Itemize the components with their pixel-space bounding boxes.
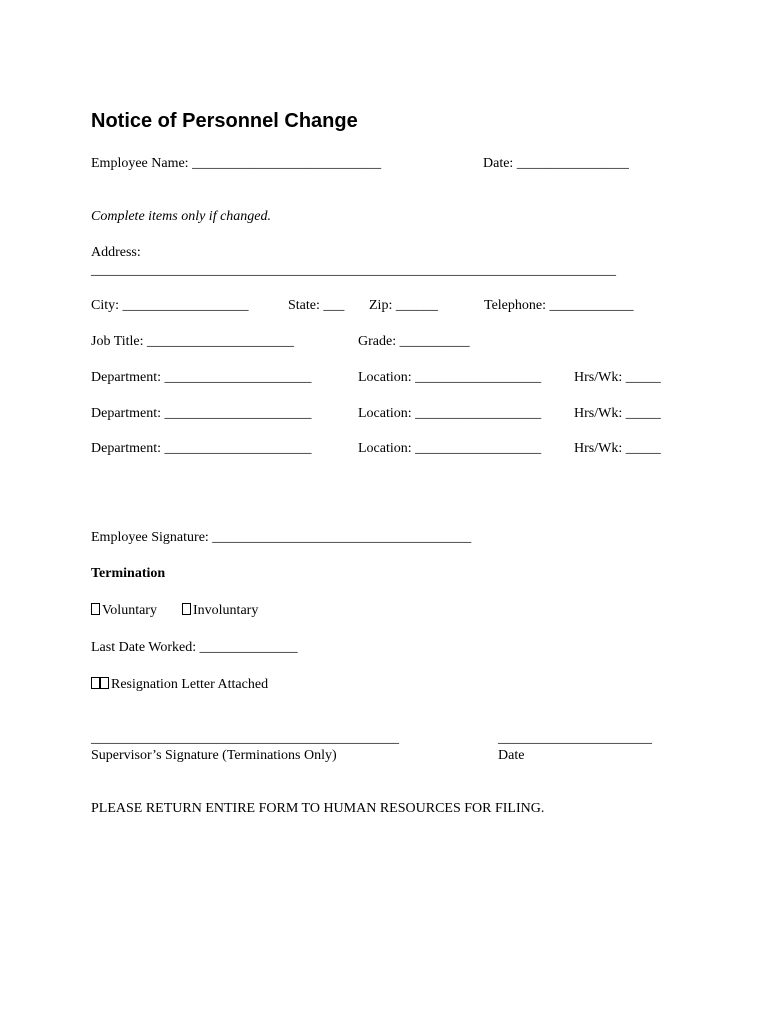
involuntary-checkbox[interactable]: [182, 603, 191, 615]
voluntary-option[interactable]: [91, 602, 157, 620]
date-field[interactable]: Date: ________________: [483, 156, 629, 171]
supervisor-signature-label: Supervisor’s Signature (Terminations Only): [91, 748, 337, 763]
hours-field-3[interactable]: Hrs/Wk: _____: [574, 441, 661, 456]
termination-heading: Termination: [91, 566, 166, 581]
department-field-1[interactable]: Department: _____________________: [91, 370, 312, 385]
page-title: Notice of Personnel Change: [91, 110, 358, 132]
resignation-letter-option[interactable]: [91, 676, 268, 694]
location-field-3[interactable]: Location: __________________: [358, 441, 542, 456]
employee-name-field[interactable]: Employee Name: ___________________________: [91, 156, 382, 171]
last-date-worked-field[interactable]: Last Date Worked: ______________: [91, 640, 298, 655]
location-field-2[interactable]: Location: __________________: [358, 406, 542, 421]
involuntary-option[interactable]: [182, 602, 258, 620]
supervisor-signature-line[interactable]: ____________________________________________: [91, 731, 399, 746]
telephone-field[interactable]: Telephone: ____________: [484, 298, 634, 313]
voluntary-label: Voluntary: [102, 603, 157, 618]
involuntary-label: Involuntary: [193, 603, 259, 618]
department-field-3[interactable]: Department: _____________________: [91, 441, 312, 456]
voluntary-checkbox[interactable]: [91, 603, 100, 615]
resignation-letter-label: Resignation Letter Attached: [111, 677, 269, 692]
department-field-2[interactable]: Department: _____________________: [91, 406, 312, 421]
employee-signature-field[interactable]: Employee Signature: _____________________________________: [91, 530, 472, 545]
grade-field[interactable]: Grade: __________: [358, 334, 470, 349]
supervisor-date-line[interactable]: ______________________: [498, 731, 652, 746]
footer-instruction: PLEASE RETURN ENTIRE FORM TO HUMAN RESOURCES FOR FILING.: [91, 801, 545, 816]
city-field[interactable]: City: __________________: [91, 298, 249, 313]
location-field-1[interactable]: Location: __________________: [358, 370, 542, 385]
supervisor-date-label: Date: [498, 748, 525, 763]
address-label: Address:: [91, 245, 141, 260]
instruction-text: Complete items only if changed.: [91, 209, 272, 224]
resignation-checkbox-box[interactable]: [91, 677, 100, 689]
hours-field-1[interactable]: Hrs/Wk: _____: [574, 370, 661, 385]
job-title-field[interactable]: Job Title: _____________________: [91, 334, 295, 349]
hours-field-2[interactable]: Hrs/Wk: _____: [574, 406, 661, 421]
resignation-checkbox-box-2: [100, 677, 109, 689]
address-field[interactable]: ___________________________________________________________________________: [91, 263, 616, 278]
state-field[interactable]: State: ___: [288, 298, 345, 313]
zip-field[interactable]: Zip: ______: [369, 298, 438, 313]
